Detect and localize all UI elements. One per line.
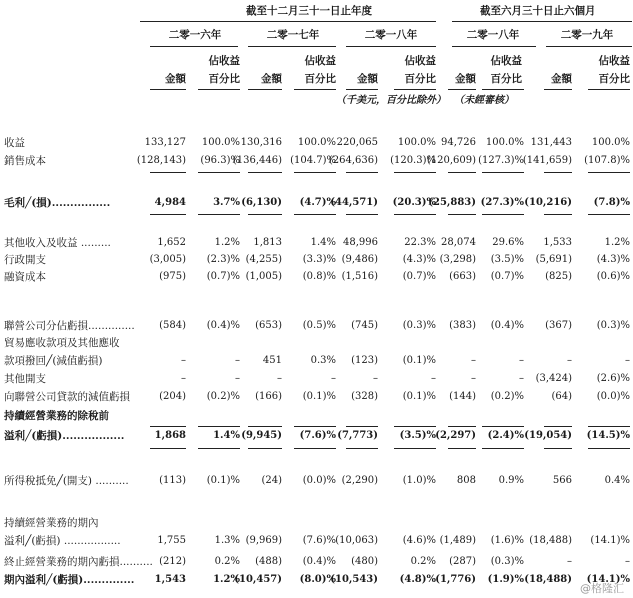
row-cell: (5,691) bbox=[535, 254, 572, 265]
row-cell: (825) bbox=[545, 271, 572, 282]
row-cell: (20.3)% bbox=[392, 197, 436, 208]
row-cell: (113) bbox=[159, 475, 186, 486]
subtotal-rule bbox=[482, 448, 524, 449]
row-cell: 451 bbox=[262, 355, 282, 366]
col-rule-2016-pct bbox=[198, 89, 240, 90]
row-cell: (1,516) bbox=[341, 271, 378, 282]
row-cell: 48,996 bbox=[343, 237, 378, 248]
row-label: 收益 bbox=[4, 137, 25, 149]
row-cell: (127.3)% bbox=[478, 155, 524, 166]
header-six-months-rule bbox=[452, 21, 632, 22]
row-cell: (144) bbox=[449, 391, 476, 402]
col-rule-2019h1-amt bbox=[544, 89, 572, 90]
row-cell: (3.5)% bbox=[490, 254, 524, 265]
header-annual-rule bbox=[140, 21, 436, 22]
subtotal-rule bbox=[150, 214, 186, 215]
row-cell: (18,488) bbox=[529, 535, 572, 546]
col-pct-2019h1-l2: 百分比 bbox=[598, 73, 630, 85]
row-cell: – bbox=[519, 355, 524, 366]
subtotal-rule bbox=[248, 172, 282, 173]
subtotal-rule bbox=[482, 426, 524, 427]
year-header-2019-h1: 二零一九年 bbox=[560, 29, 614, 41]
row-cell: 94,726 bbox=[441, 137, 476, 148]
row-label: 溢利╱(虧損)................. bbox=[4, 430, 125, 442]
subtotal-rule bbox=[294, 172, 336, 173]
subtotal-rule bbox=[346, 426, 378, 427]
row-cell: (975) bbox=[159, 271, 186, 282]
row-cell: – bbox=[519, 373, 524, 384]
row-cell: 131,443 bbox=[530, 137, 572, 148]
row-cell: 100.0% bbox=[591, 137, 630, 148]
row-cell: (1.6)% bbox=[490, 535, 524, 546]
row-cell: (4,255) bbox=[245, 254, 282, 265]
col-pct-2018-l1: 佔收益 bbox=[404, 55, 436, 67]
row-cell: 100.0% bbox=[485, 137, 524, 148]
row-cell: – bbox=[235, 355, 240, 366]
row-cell: (3,298) bbox=[439, 254, 476, 265]
col-rule-2018-pct bbox=[394, 89, 436, 90]
row-cell: (584) bbox=[159, 320, 186, 331]
row-label: 向聯營公司貸款的減值虧損 bbox=[4, 391, 130, 403]
col-pct-2017-l2: 百分比 bbox=[304, 73, 336, 85]
subtotal-rule bbox=[346, 172, 378, 173]
row-cell: 0.2% bbox=[214, 556, 240, 567]
row-cell: 1,813 bbox=[253, 237, 282, 248]
row-cell: (0.1)% bbox=[402, 391, 436, 402]
row-cell: (1.9)% bbox=[487, 574, 524, 585]
row-label: 貿易應收款項及其他應收 bbox=[4, 337, 120, 349]
subtotal-rule bbox=[150, 448, 186, 449]
row-cell: (10,216) bbox=[524, 197, 572, 208]
subtotal-rule bbox=[150, 172, 186, 173]
row-cell: (10,063) bbox=[335, 535, 378, 546]
subtotal-rule bbox=[544, 214, 572, 215]
row-label: 其他開支 bbox=[4, 373, 46, 385]
row-cell: (19,054) bbox=[524, 430, 572, 441]
col-pct-2018h1-l1: 佔收益 bbox=[490, 55, 522, 67]
subtotal-rule bbox=[588, 214, 630, 215]
subtotal-rule bbox=[248, 214, 282, 215]
subtotal-rule bbox=[482, 214, 524, 215]
row-cell: 100.0% bbox=[397, 137, 436, 148]
row-cell: (212) bbox=[159, 556, 186, 567]
row-cell: 0.3% bbox=[310, 355, 336, 366]
subtotal-rule bbox=[346, 214, 378, 215]
row-cell: 100.0% bbox=[297, 137, 336, 148]
row-label: 溢利╱(虧損) ................. bbox=[4, 535, 121, 547]
row-cell: (4.6)% bbox=[402, 535, 436, 546]
row-cell: (2.3)% bbox=[206, 254, 240, 265]
header-six-months-group: 截至六月三十日止六個月 bbox=[480, 5, 596, 17]
row-cell: 1,543 bbox=[154, 574, 186, 585]
row-cell: – bbox=[373, 373, 378, 384]
row-cell: (2,290) bbox=[341, 475, 378, 486]
row-cell: (44,571) bbox=[330, 197, 378, 208]
row-cell: (3,424) bbox=[535, 373, 572, 384]
row-cell: (9,969) bbox=[245, 535, 282, 546]
row-cell: 808 bbox=[456, 475, 476, 486]
row-cell: 0.9% bbox=[498, 475, 524, 486]
row-cell: 1.4% bbox=[213, 430, 240, 441]
row-cell: (9,486) bbox=[341, 254, 378, 265]
row-cell: (104.7)% bbox=[290, 155, 336, 166]
year-rule-2017 bbox=[248, 46, 336, 47]
subtotal-rule bbox=[588, 448, 630, 449]
row-cell: (3,005) bbox=[149, 254, 186, 265]
col-amount-2018: 金額 bbox=[357, 73, 378, 85]
row-cell: – bbox=[567, 556, 572, 567]
row-cell: – bbox=[431, 373, 436, 384]
row-cell: (480) bbox=[351, 556, 378, 567]
row-cell: (488) bbox=[255, 556, 282, 567]
row-cell: – bbox=[625, 556, 630, 567]
subtotal-rule bbox=[294, 214, 336, 215]
subtotal-rule bbox=[394, 172, 436, 173]
row-cell: 22.3% bbox=[404, 237, 436, 248]
row-cell: (7.6)% bbox=[302, 535, 336, 546]
subtotal-rule bbox=[294, 448, 336, 449]
row-cell: (96.3)% bbox=[200, 155, 240, 166]
row-cell: (0.1)% bbox=[206, 475, 240, 486]
year-rule-2016 bbox=[150, 46, 238, 47]
row-cell: 1.4% bbox=[310, 237, 336, 248]
row-cell: 130,316 bbox=[240, 137, 282, 148]
year-header-2017: 二零一七年 bbox=[266, 29, 320, 41]
row-cell: – bbox=[277, 373, 282, 384]
row-label: 其他收入及收益 ......... bbox=[4, 237, 111, 249]
subtotal-rule bbox=[588, 426, 630, 427]
row-cell: – bbox=[181, 373, 186, 384]
row-cell: 0.2% bbox=[410, 556, 436, 567]
col-amount-2018h1: 金額 bbox=[455, 73, 476, 85]
row-cell: (204) bbox=[159, 391, 186, 402]
row-cell: (0.2)% bbox=[206, 391, 240, 402]
row-cell: (0.1)% bbox=[302, 391, 336, 402]
year-header-2018-h1: 二零一八年 bbox=[466, 29, 520, 41]
row-cell: (1,776) bbox=[435, 574, 476, 585]
row-label: 融資成本 bbox=[4, 271, 46, 283]
year-header-2018: 二零一八年 bbox=[364, 29, 418, 41]
subtotal-rule bbox=[198, 426, 240, 427]
row-cell: (383) bbox=[449, 320, 476, 331]
row-cell: (0.1)% bbox=[402, 355, 436, 366]
row-cell: (653) bbox=[255, 320, 282, 331]
row-cell: (7.6)% bbox=[299, 430, 336, 441]
row-cell: (4.8)% bbox=[399, 574, 436, 585]
row-cell: 3.7% bbox=[213, 197, 240, 208]
year-rule-2018 bbox=[346, 46, 436, 47]
row-cell: (9,945) bbox=[241, 430, 282, 441]
col-rule-2018h1-pct bbox=[482, 89, 524, 90]
subtotal-rule bbox=[448, 448, 476, 449]
row-label: 聯營公司分佔虧損.............. bbox=[4, 320, 135, 332]
subtotal-rule bbox=[544, 172, 572, 173]
row-cell: (0.4)% bbox=[302, 556, 336, 567]
row-cell: (25,883) bbox=[428, 197, 476, 208]
row-cell: (4.7)% bbox=[299, 197, 336, 208]
row-cell: (0.8)% bbox=[302, 271, 336, 282]
row-cell: 1.2% bbox=[604, 237, 630, 248]
row-cell: (18,488) bbox=[524, 574, 572, 585]
watermark: @格隆汇 bbox=[580, 582, 624, 595]
row-cell: (7.8)% bbox=[593, 197, 630, 208]
row-label: 持續經營業務的除稅前 bbox=[4, 410, 109, 422]
row-cell: 1,868 bbox=[154, 430, 186, 441]
row-cell: (4.3)% bbox=[596, 254, 630, 265]
subtotal-rule bbox=[198, 214, 240, 215]
row-cell: (107.8)% bbox=[584, 155, 630, 166]
row-cell: – bbox=[235, 373, 240, 384]
row-cell: (0.0)% bbox=[596, 391, 630, 402]
unaudited-note: （未經審核） bbox=[454, 95, 514, 106]
subtotal-rule bbox=[394, 214, 436, 215]
row-cell: (1,489) bbox=[439, 535, 476, 546]
row-cell: (2.6)% bbox=[596, 373, 630, 384]
row-label: 銷售成本 bbox=[4, 155, 46, 167]
row-label: 終止經營業務的期內虧損.......... bbox=[4, 556, 153, 568]
col-rule-2017-pct bbox=[294, 89, 336, 90]
row-cell: (10,457) bbox=[234, 574, 282, 585]
row-cell: 1.2% bbox=[214, 237, 240, 248]
subtotal-rule bbox=[394, 426, 436, 427]
row-cell: (264,636) bbox=[328, 155, 378, 166]
row-cell: – bbox=[471, 355, 476, 366]
row-cell: (0.0)% bbox=[302, 475, 336, 486]
row-cell: (0.5)% bbox=[302, 320, 336, 331]
row-cell: (0.3)% bbox=[402, 320, 436, 331]
row-cell: 1.2% bbox=[213, 574, 240, 585]
subtotal-rule bbox=[198, 172, 240, 173]
col-amount-2017: 金額 bbox=[261, 73, 282, 85]
row-cell: (24) bbox=[261, 475, 282, 486]
row-cell: (367) bbox=[545, 320, 572, 331]
row-cell: (2,297) bbox=[435, 430, 476, 441]
row-cell: (1.0)% bbox=[402, 475, 436, 486]
row-cell: 28,074 bbox=[441, 237, 476, 248]
row-cell: 29.6% bbox=[492, 237, 524, 248]
row-cell: (0.7)% bbox=[402, 271, 436, 282]
row-cell: (745) bbox=[351, 320, 378, 331]
row-cell: (14.1)% bbox=[590, 535, 630, 546]
subtotal-rule bbox=[544, 448, 572, 449]
row-cell: (0.4)% bbox=[490, 320, 524, 331]
row-cell: (120,609) bbox=[426, 155, 476, 166]
row-cell: (10,543) bbox=[330, 574, 378, 585]
row-cell: 100.0% bbox=[201, 137, 240, 148]
row-cell: (7,773) bbox=[337, 430, 378, 441]
row-cell: (14.5)% bbox=[586, 430, 630, 441]
row-cell: (4.3)% bbox=[402, 254, 436, 265]
col-pct-2019h1-l1: 佔收益 bbox=[598, 55, 630, 67]
subtotal-rule bbox=[588, 172, 630, 173]
subtotal-rule bbox=[248, 448, 282, 449]
row-cell: (120.3)% bbox=[390, 155, 436, 166]
col-rule-2017-amt bbox=[248, 89, 282, 90]
row-cell: (27.3)% bbox=[480, 197, 524, 208]
row-label: 期內溢利╱(虧損).............. bbox=[4, 574, 135, 586]
row-cell: – bbox=[567, 355, 572, 366]
row-cell: (3.5)% bbox=[399, 430, 436, 441]
row-cell: 0.4% bbox=[604, 475, 630, 486]
row-cell: (14.1)% bbox=[586, 574, 630, 585]
row-label: 所得稅抵免╱(開支) .......... bbox=[4, 475, 129, 487]
row-cell: (8.0)% bbox=[299, 574, 336, 585]
col-pct-2018h1-l2: 百分比 bbox=[490, 73, 522, 85]
row-cell: (328) bbox=[351, 391, 378, 402]
row-cell: – bbox=[181, 355, 186, 366]
row-cell: (123) bbox=[351, 355, 378, 366]
row-cell: (0.4)% bbox=[206, 320, 240, 331]
col-pct-2016-l2: 百分比 bbox=[208, 73, 240, 85]
subtotal-rule bbox=[448, 214, 476, 215]
row-cell: (0.2)% bbox=[490, 391, 524, 402]
row-label: 行政開支 bbox=[4, 254, 46, 266]
row-cell: 1,533 bbox=[543, 237, 572, 248]
row-cell: (3.3)% bbox=[302, 254, 336, 265]
year-rule-2018-h1 bbox=[452, 46, 536, 47]
row-cell: (0.7)% bbox=[490, 271, 524, 282]
row-cell: (0.3)% bbox=[596, 320, 630, 331]
subtotal-rule bbox=[394, 448, 436, 449]
year-rule-2019-h1 bbox=[546, 46, 632, 47]
row-cell: 220,065 bbox=[336, 137, 378, 148]
row-cell: – bbox=[471, 373, 476, 384]
row-cell: 566 bbox=[552, 475, 572, 486]
row-cell: (287) bbox=[449, 556, 476, 567]
row-cell: (166) bbox=[255, 391, 282, 402]
row-cell: 133,127 bbox=[144, 137, 186, 148]
col-rule-2016-amt bbox=[150, 89, 186, 90]
row-cell: (0.3)% bbox=[490, 556, 524, 567]
col-pct-2018-l2: 百分比 bbox=[404, 73, 436, 85]
col-pct-2016-l1: 佔收益 bbox=[208, 55, 240, 67]
row-cell: (663) bbox=[449, 271, 476, 282]
row-label: 款項撥回╱(減值虧損) bbox=[4, 355, 103, 367]
row-cell: 1,652 bbox=[157, 237, 186, 248]
row-cell: (136,446) bbox=[232, 155, 282, 166]
subtotal-rule bbox=[248, 426, 282, 427]
row-cell: (0.6)% bbox=[596, 271, 630, 282]
row-cell: (64) bbox=[551, 391, 572, 402]
subtotal-rule bbox=[544, 426, 572, 427]
row-cell: (128,143) bbox=[136, 155, 186, 166]
subtotal-rule bbox=[448, 426, 476, 427]
row-cell: (2.4)% bbox=[487, 430, 524, 441]
row-cell: (141,659) bbox=[522, 155, 572, 166]
subtotal-rule bbox=[150, 426, 186, 427]
row-label: 毛利╱(損)................ bbox=[4, 197, 111, 209]
col-amount-2019h1: 金額 bbox=[551, 73, 572, 85]
row-cell: (6,130) bbox=[241, 197, 282, 208]
row-cell: (1,005) bbox=[245, 271, 282, 282]
col-amount-2016: 金額 bbox=[165, 73, 186, 85]
col-rule-2019h1-pct bbox=[588, 89, 630, 90]
header-annual-group: 截至十二月三十一日止年度 bbox=[246, 5, 372, 17]
row-label: 持續經營業務的期內 bbox=[4, 517, 99, 529]
row-cell: 4,984 bbox=[154, 197, 186, 208]
subtotal-rule bbox=[482, 172, 524, 173]
year-header-2016: 二零一六年 bbox=[168, 29, 222, 41]
row-cell: 1.3% bbox=[214, 535, 240, 546]
subtotal-rule bbox=[448, 172, 476, 173]
col-rule-2018-amt bbox=[346, 89, 378, 90]
row-cell: – bbox=[331, 373, 336, 384]
subtotal-rule bbox=[294, 426, 336, 427]
subtotal-rule bbox=[198, 448, 240, 449]
subtotal-rule bbox=[346, 448, 378, 449]
unit-note: （千美元，百分比除外） bbox=[336, 95, 446, 106]
row-cell: (0.7)% bbox=[206, 271, 240, 282]
row-cell: 1,755 bbox=[157, 535, 186, 546]
col-pct-2017-l1: 佔收益 bbox=[304, 55, 336, 67]
row-cell: – bbox=[625, 355, 630, 366]
col-rule-2018h1-amt bbox=[448, 89, 476, 90]
